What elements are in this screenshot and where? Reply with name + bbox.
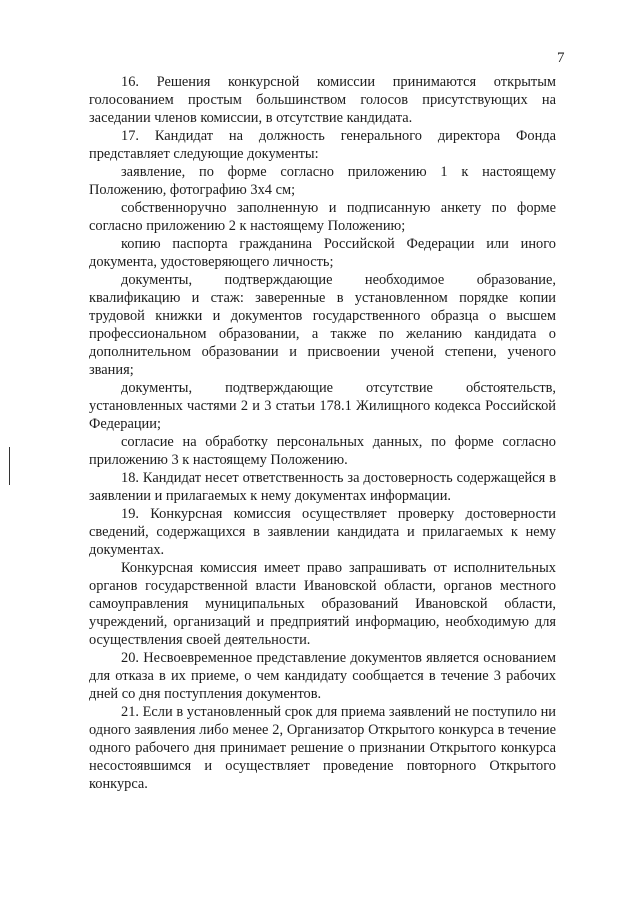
paragraph-18: 18. Кандидат несет ответственность за достоверность содержащейся в заявлении и прилагаемых к нему документах информации.: [89, 470, 556, 504]
paragraph-17: 17. Кандидат на должность генерального директора Фонда представляет следующие документы:: [89, 128, 556, 162]
paragraph-20: 20. Несвоевременное представление документов является основанием для отказа в их приеме, о чем кандидату сообщается в течение 3 рабочих дней со дня поступления документов.: [89, 650, 556, 702]
list-item-education: документы, подтверждающие необходимое образование, квалификацию и стаж: заверенные в установленном порядке копии трудовой книжки и документов государственного образца о высшем профессиональном образовании, а также по желанию кандидата о дополнительном образовании и присвоении ученой степени, ученого звания;: [89, 272, 556, 378]
page-number: 7: [557, 50, 565, 66]
list-item-circumstances: документы, подтверждающие отсутствие обстоятельств, установленных частями 2 и 3 статьи 178.1 Жилищного кодекса Российской Федерации;: [89, 380, 556, 432]
list-item-application: заявление, по форме согласно приложению 1 к настоящему Положению, фотографию 3х4 см;: [89, 164, 556, 198]
paragraph-16: 16. Решения конкурсной комиссии принимаются открытым голосованием простым большинством голосов присутствующих на заседании членов комиссии, в отсутствие кандидата.: [89, 74, 556, 126]
margin-mark: [9, 447, 10, 485]
paragraph-19: 19. Конкурсная комиссия осуществляет проверку достоверности сведений, содержащихся в заявлении кандидата и прилагаемых к нему документах.: [89, 506, 556, 558]
document-body: [89, 73, 556, 793]
list-item-passport: копию паспорта гражданина Российской Федерации или иного документа, удостоверяющего личность;: [89, 236, 556, 270]
paragraph-19-rights: Конкурсная комиссия имеет право запрашивать от исполнительных органов государственной власти Ивановской области, органов местного самоуправления муниципальных образований Ивановской области, учреждений, организаций и предприятий информацию, необходимую для осуществления своей деятельности.: [89, 560, 556, 648]
paragraph-21: 21. Если в установленный срок для приема заявлений не поступило ни одного заявления либо менее 2, Организатор Открытого конкурса в течение одного рабочего дня принимает решение о признании Открытого конкурса несостоявшимся и осуществляет проведение повторного Открытого конкурса.: [89, 704, 556, 792]
list-item-questionnaire: собственноручно заполненную и подписанную анкету по форме согласно приложению 2 к настоящему Положению;: [89, 200, 556, 234]
list-item-consent: согласие на обработку персональных данных, по форме согласно приложению 3 к настоящему Положению.: [89, 434, 556, 468]
